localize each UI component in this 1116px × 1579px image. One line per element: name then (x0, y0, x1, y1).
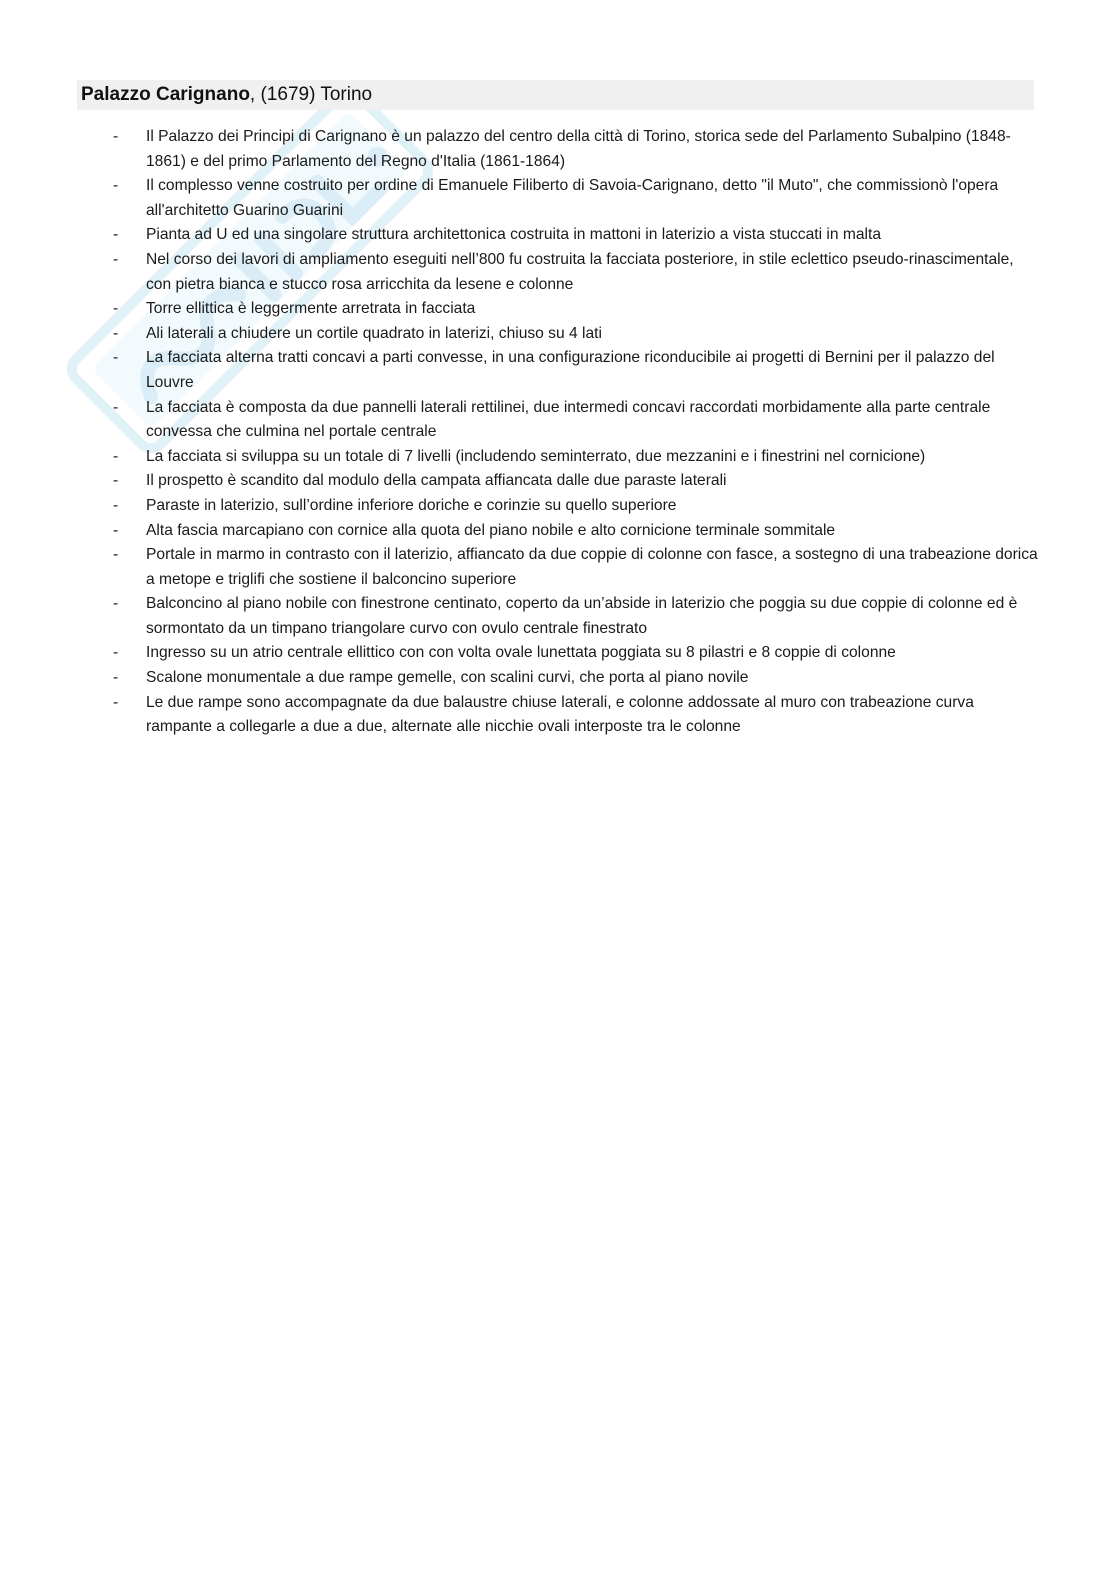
list-item (110, 174, 1040, 223)
bullet-dash: - (113, 300, 119, 318)
list-item (110, 223, 1040, 248)
bullet-dash: - (113, 496, 119, 514)
list-item (110, 592, 1040, 641)
bullet-text: Portale in marmo in contrasto con il laterizio, affiancato da due coppie di colonne con fasce, a sostegno di una trabeazione dorica a metope e triglifi che sostiene il balconcino superiore (146, 546, 1038, 588)
bullet-text: La facciata alterna tratti concavi a parti convesse, in una configurazione riconducibile ai progetti di Bernini per il palazzo del Louvre (146, 349, 995, 391)
list-item (110, 543, 1040, 592)
bullet-text: Torre ellittica è leggermente arretrata in facciata (146, 300, 476, 318)
bullet-dash: - (113, 447, 119, 465)
bullet-dash: - (113, 250, 119, 268)
bullet-text: Nel corso dei lavori di ampliamento eseguiti nell’800 fu costruita la facciata posteriore, in stile eclettico pseudo-rinascimentale, con pietra bianca e stucco rosa arricchita da lesene e colonne (146, 250, 1014, 293)
bullet-dash: - (113, 595, 119, 613)
bullet-text: Il Palazzo dei Principi di Carignano è un palazzo del centro della città di Torino, storica sede del Parlamento Subalpino (1848-1861) e del primo Parlamento del Regno d'Italia (1861-1864) (146, 128, 1011, 170)
bullet-dash: - (113, 693, 119, 711)
list-item (110, 322, 1040, 347)
bullet-dash: - (113, 669, 119, 687)
list-item (110, 691, 1040, 740)
list-item (110, 494, 1040, 519)
list-item (110, 641, 1040, 666)
bullet-dash: - (113, 226, 119, 244)
list-item (110, 248, 1040, 297)
bullet-text: Il prospetto è scandito dal modulo della campata affiancata dalle due paraste laterali (146, 472, 727, 490)
page-title (81, 84, 372, 106)
list-item (110, 396, 1040, 445)
list-item (110, 297, 1040, 322)
bullet-text: Le due rampe sono accompagnate da due balaustre chiuse laterali, e colonne addossate al muro con trabeazione curva rampante a collegarle a due a due, alternate alle nicchie ovali interposte tra le colonne (146, 693, 974, 736)
title-bold: Palazzo Carignano (81, 84, 250, 105)
bullet-dash: - (113, 546, 119, 564)
list-item (110, 666, 1040, 691)
bullet-dash: - (113, 324, 119, 342)
bullet-text: La facciata è composta da due pannelli laterali rettilinei, due intermedi concavi raccordati morbidamente alla parte centrale convessa che culmina nel portale centrale (146, 398, 991, 441)
bullet-text: Paraste in laterizio, sull’ordine inferiore doriche e corinzie su quello superiore (146, 496, 677, 514)
list-item (110, 125, 1040, 174)
bullet-text: Ingresso su un atrio centrale ellittico con con volta ovale lunettata poggiata su 8 pilastri e 8 coppie di colonne (146, 644, 896, 662)
title-rest: , (1679) Torino (249, 84, 373, 105)
bullet-text: Ali laterali a chiudere un cortile quadrato in laterizi, chiuso su 4 lati (146, 324, 602, 342)
bullet-text: Alta fascia marcapiano con cornice alla quota del piano nobile e alto cornicione terminale sommitale (146, 521, 836, 539)
bullet-dash: - (113, 177, 119, 195)
bullet-text: Pianta ad U ed una singolare struttura architettonica costruita in mattoni in laterizio a vista stuccati in malta (146, 226, 882, 244)
bullet-dash: - (113, 128, 119, 145)
bullet-list (110, 125, 1040, 740)
bullet-dash: - (113, 521, 119, 539)
list-item (110, 469, 1040, 494)
bullet-text: Balconcino al piano nobile con finestrone centinato, coperto da un’abside in laterizio che poggia su due coppie di colonne ed è sormontato da un timpano triangolare curvo con ovulo centrale finestrato (146, 595, 1018, 637)
list-item (110, 519, 1040, 544)
list-item (110, 346, 1040, 395)
bullet-dash: - (113, 644, 119, 662)
bullet-text: Il complesso venne costruito per ordine di Emanuele Filiberto di Savoia-Carignano, detto "il Muto", che commissionò l'opera all'architetto Guarino Guarini (146, 177, 999, 219)
bullet-text: Scalone monumentale a due rampe gemelle, con scalini curvi, che porta al piano novile (146, 669, 749, 687)
list-item (110, 445, 1040, 470)
bullet-dash: - (113, 472, 119, 490)
bullet-text: La facciata si sviluppa su un totale di 7 livelli (includendo seminterrato, due mezzanini e i finestrini nel cornicione) (146, 447, 926, 465)
bullet-dash: - (113, 398, 119, 416)
bullet-dash: - (113, 349, 119, 367)
